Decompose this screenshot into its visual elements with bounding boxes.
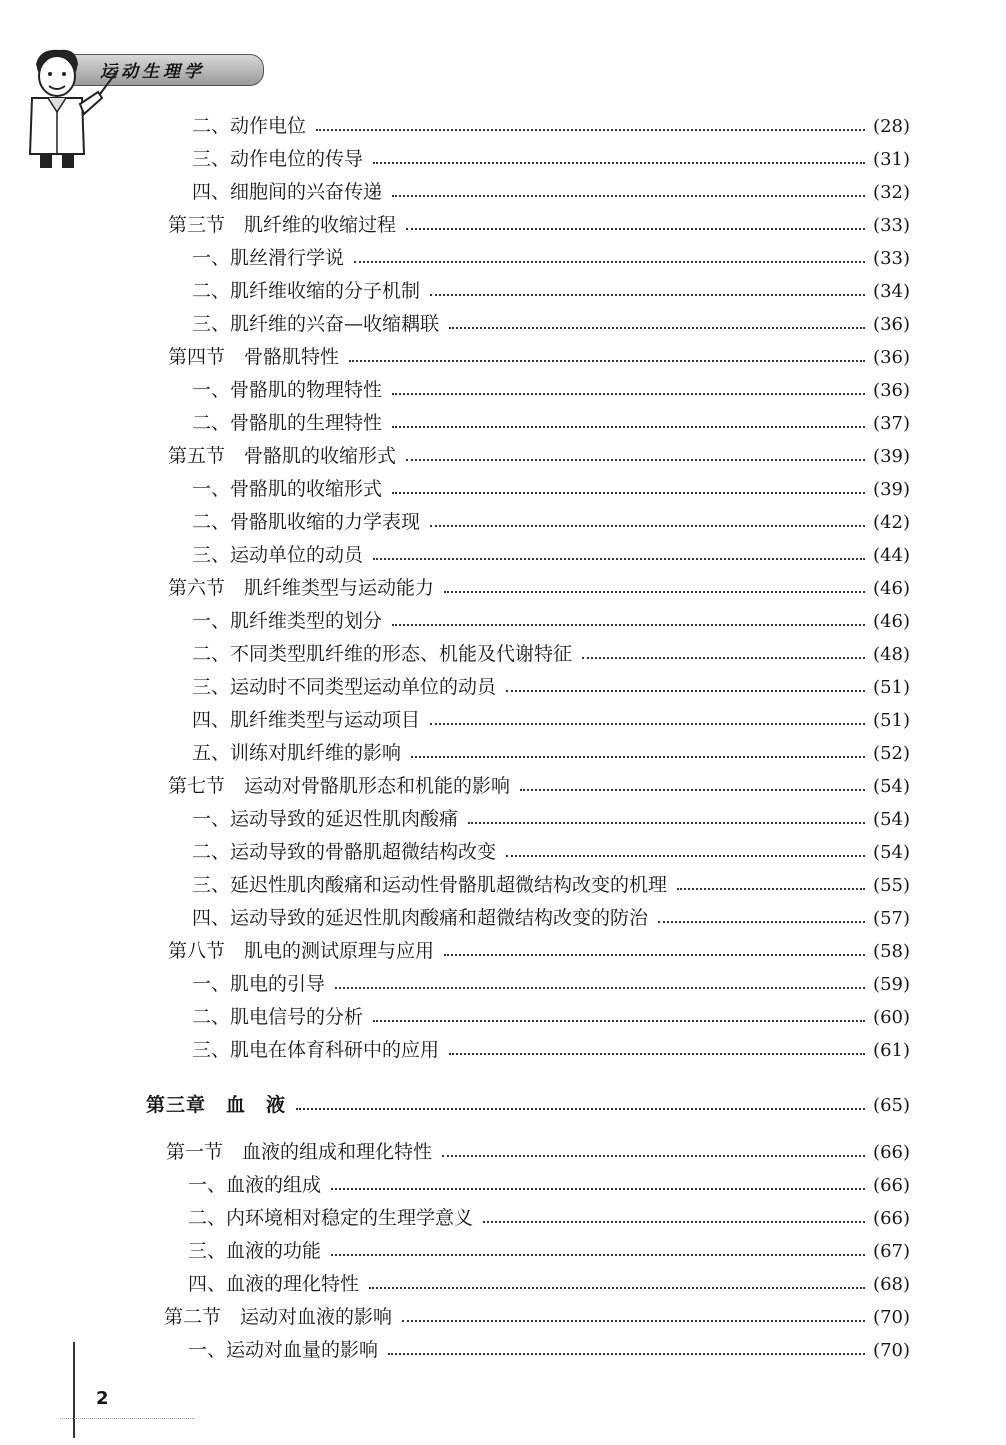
toc-entry-label: 二、肌纤维收缩的分子机制: [192, 280, 421, 302]
toc-entry-label: 一、骨骼肌的收缩形式: [192, 478, 383, 500]
page-number: 2: [96, 1388, 109, 1409]
dot-leader: [388, 1353, 865, 1355]
dot-leader: [349, 360, 865, 362]
dot-leader: [369, 1287, 865, 1289]
toc-entry[interactable]: [192, 279, 910, 304]
dot-leader: [331, 1254, 865, 1256]
toc-entry-label: 第二节 运动对血液的影响: [164, 1306, 393, 1328]
toc-entry-page: (46): [873, 578, 910, 599]
toc-section[interactable]: [168, 345, 910, 370]
header-title: 运动生理学: [100, 62, 205, 82]
toc-entry-label: 四、血液的理化特性: [188, 1273, 360, 1295]
toc-entry-page: (34): [873, 281, 910, 302]
toc-entry[interactable]: [192, 1005, 910, 1030]
toc-entry-label: 第五节 骨骼肌的收缩形式: [168, 445, 397, 467]
dot-leader: [296, 1108, 865, 1110]
dot-leader: [442, 1155, 865, 1157]
toc-entry-label: 四、运动导致的延迟性肌肉酸痛和超微结构改变的防治: [192, 907, 649, 929]
toc-entry[interactable]: [192, 675, 910, 700]
toc-entry-label: 二、动作电位: [192, 115, 307, 137]
toc-entry[interactable]: [192, 411, 910, 436]
dot-leader: [392, 393, 865, 395]
dot-leader: [449, 1053, 865, 1055]
toc-entry-page: (54): [873, 809, 910, 830]
toc-entry-label: 四、细胞间的兴奋传递: [192, 181, 383, 203]
toc-entry[interactable]: [192, 873, 910, 898]
scan-artifact-line: [60, 1418, 195, 1419]
dot-leader: [449, 327, 865, 329]
dot-leader: [392, 195, 865, 197]
toc-entry-page: (52): [873, 743, 910, 764]
dot-leader: [354, 261, 865, 263]
teacher-illustration: [18, 42, 128, 172]
toc-entry-label: 一、血液的组成: [188, 1174, 322, 1196]
toc-entry-label: 第一节 血液的组成和理化特性: [166, 1141, 433, 1163]
dot-leader: [316, 129, 865, 131]
dot-leader: [506, 690, 865, 692]
dot-leader: [402, 1320, 865, 1322]
toc-entry-label: 三、动作电位的传导: [192, 148, 364, 170]
toc-entry-label: 三、运动单位的动员: [192, 544, 364, 566]
toc-entry[interactable]: [192, 180, 910, 205]
toc-entry[interactable]: [192, 378, 910, 403]
toc-entry[interactable]: [192, 312, 910, 337]
dot-leader: [444, 591, 865, 593]
toc-entry-label: 四、肌纤维类型与运动项目: [192, 709, 421, 731]
toc-entry-label: 一、肌丝滑行学说: [192, 247, 345, 269]
toc-entry-page: (36): [873, 380, 910, 401]
dot-leader: [444, 954, 865, 956]
toc-entry-page: (58): [873, 941, 910, 962]
toc-entry[interactable]: [192, 114, 910, 139]
toc-section[interactable]: [168, 774, 910, 799]
toc-entry-page: (60): [873, 1007, 910, 1028]
toc-section[interactable]: [164, 1305, 910, 1330]
toc-entry[interactable]: [188, 1173, 910, 1198]
toc-entry[interactable]: [192, 1038, 910, 1063]
dot-leader: [411, 756, 865, 758]
toc-entry-page: (66): [873, 1208, 910, 1229]
toc-entry-page: (33): [873, 248, 910, 269]
toc-entry[interactable]: [192, 246, 910, 271]
toc-entry-page: (36): [873, 314, 910, 335]
toc-entry-page: (42): [873, 512, 910, 533]
toc-entry-page: (59): [873, 974, 910, 995]
toc-section[interactable]: [168, 576, 910, 601]
dot-leader: [406, 228, 865, 230]
dot-leader: [506, 855, 865, 857]
toc-entry[interactable]: [192, 477, 910, 502]
toc-entry[interactable]: [188, 1272, 910, 1297]
toc-entry[interactable]: [192, 642, 910, 667]
toc-entry[interactable]: [192, 609, 910, 634]
toc-entry-page: (66): [873, 1175, 910, 1196]
dot-leader: [392, 426, 865, 428]
margin-rule: [73, 1342, 75, 1438]
toc-entry-label: 第六节 肌纤维类型与运动能力: [168, 577, 435, 599]
toc-entry-page: (31): [873, 149, 910, 170]
toc-entry-page: (51): [873, 710, 910, 731]
dot-leader: [392, 492, 865, 494]
toc-entry-label: 三、运动时不同类型运动单位的动员: [192, 676, 497, 698]
toc-section[interactable]: [166, 1140, 910, 1165]
toc-entry-label: 三、血液的功能: [188, 1240, 322, 1262]
dot-leader: [483, 1221, 865, 1223]
toc-entry-label: 三、肌电在体育科研中的应用: [192, 1039, 440, 1061]
toc-entry[interactable]: [192, 906, 910, 931]
toc-entry[interactable]: [192, 147, 910, 172]
toc-section[interactable]: [168, 213, 910, 238]
toc-entry-page: (67): [873, 1241, 910, 1262]
toc-entry-label: 二、运动导致的骨骼肌超微结构改变: [192, 841, 497, 863]
toc-entry-label: 二、不同类型肌纤维的形态、机能及代谢特征: [192, 643, 573, 665]
toc-entry-page: (54): [873, 776, 910, 797]
toc-entry-page: (57): [873, 908, 910, 929]
toc-entry-label: 一、运动对血量的影响: [188, 1339, 379, 1361]
toc-entry-label: 第三章 血 液: [146, 1094, 287, 1116]
toc-entry-page: (48): [873, 644, 910, 665]
toc-entry[interactable]: [188, 1338, 910, 1363]
toc-entry[interactable]: [192, 510, 910, 535]
toc-section[interactable]: [168, 444, 910, 469]
dot-leader: [677, 888, 865, 890]
toc-entry-page: (70): [873, 1307, 910, 1328]
dot-leader: [373, 162, 865, 164]
dot-leader: [430, 294, 865, 296]
dot-leader: [430, 723, 865, 725]
toc-entry[interactable]: [192, 741, 910, 766]
toc-entry[interactable]: [192, 708, 910, 733]
toc-entry-label: 第七节 运动对骨骼肌形态和机能的影响: [168, 775, 511, 797]
toc-entry-label: 第四节 骨骼肌特性: [168, 346, 340, 368]
dot-leader: [430, 525, 865, 527]
dot-leader: [658, 921, 865, 923]
toc-chapter[interactable]: [146, 1093, 910, 1118]
toc-entry-page: (44): [873, 545, 910, 566]
dot-leader: [331, 1188, 865, 1190]
dot-leader: [468, 822, 865, 824]
toc-entry-page: (55): [873, 875, 910, 896]
dot-leader: [335, 987, 865, 989]
toc-section[interactable]: [168, 939, 910, 964]
toc-entry-label: 一、肌电的引导: [192, 973, 326, 995]
toc-entry-page: (70): [873, 1340, 910, 1361]
toc-entry-label: 一、肌纤维类型的划分: [192, 610, 383, 632]
toc-entry[interactable]: [188, 1206, 910, 1231]
toc-entry-label: 三、肌纤维的兴奋—收缩耦联: [192, 313, 440, 335]
toc-entry[interactable]: [188, 1239, 910, 1264]
toc-entry-page: (65): [873, 1095, 910, 1116]
toc-entry-page: (33): [873, 215, 910, 236]
toc-entry-label: 一、运动导致的延迟性肌肉酸痛: [192, 808, 459, 830]
toc-entry-page: (39): [873, 446, 910, 467]
toc-entry-label: 二、内环境相对稳定的生理学意义: [188, 1207, 474, 1229]
dot-leader: [406, 459, 865, 461]
dot-leader: [373, 558, 865, 560]
toc-entry[interactable]: [192, 807, 910, 832]
toc-entry-label: 一、骨骼肌的物理特性: [192, 379, 383, 401]
toc-entry-page: (32): [873, 182, 910, 203]
dot-leader: [373, 1020, 865, 1022]
toc-entry[interactable]: [192, 972, 910, 997]
toc-entry-label: 二、骨骼肌收缩的力学表现: [192, 511, 421, 533]
toc-entry[interactable]: [192, 840, 910, 865]
toc-entry-page: (39): [873, 479, 910, 500]
toc-entry[interactable]: [192, 543, 910, 568]
dot-leader: [392, 624, 865, 626]
toc-entry-page: (36): [873, 347, 910, 368]
toc-entry-page: (61): [873, 1040, 910, 1061]
toc-entry-label: 二、骨骼肌的生理特性: [192, 412, 383, 434]
toc-entry-page: (28): [873, 116, 910, 137]
dot-leader: [582, 657, 865, 659]
toc-entry-page: (68): [873, 1274, 910, 1295]
toc-entry-label: 第三节 肌纤维的收缩过程: [168, 214, 397, 236]
toc-entry-page: (66): [873, 1142, 910, 1163]
toc-entry-page: (46): [873, 611, 910, 632]
toc-entry-label: 第八节 肌电的测试原理与应用: [168, 940, 435, 962]
toc-entry-label: 五、训练对肌纤维的影响: [192, 742, 402, 764]
toc-entry-label: 二、肌电信号的分析: [192, 1006, 364, 1028]
toc-entry-page: (54): [873, 842, 910, 863]
toc-entry-page: (51): [873, 677, 910, 698]
toc-entry-label: 三、延迟性肌肉酸痛和运动性骨骼肌超微结构改变的机理: [192, 874, 668, 896]
toc-entry-page: (37): [873, 413, 910, 434]
dot-leader: [520, 789, 865, 791]
